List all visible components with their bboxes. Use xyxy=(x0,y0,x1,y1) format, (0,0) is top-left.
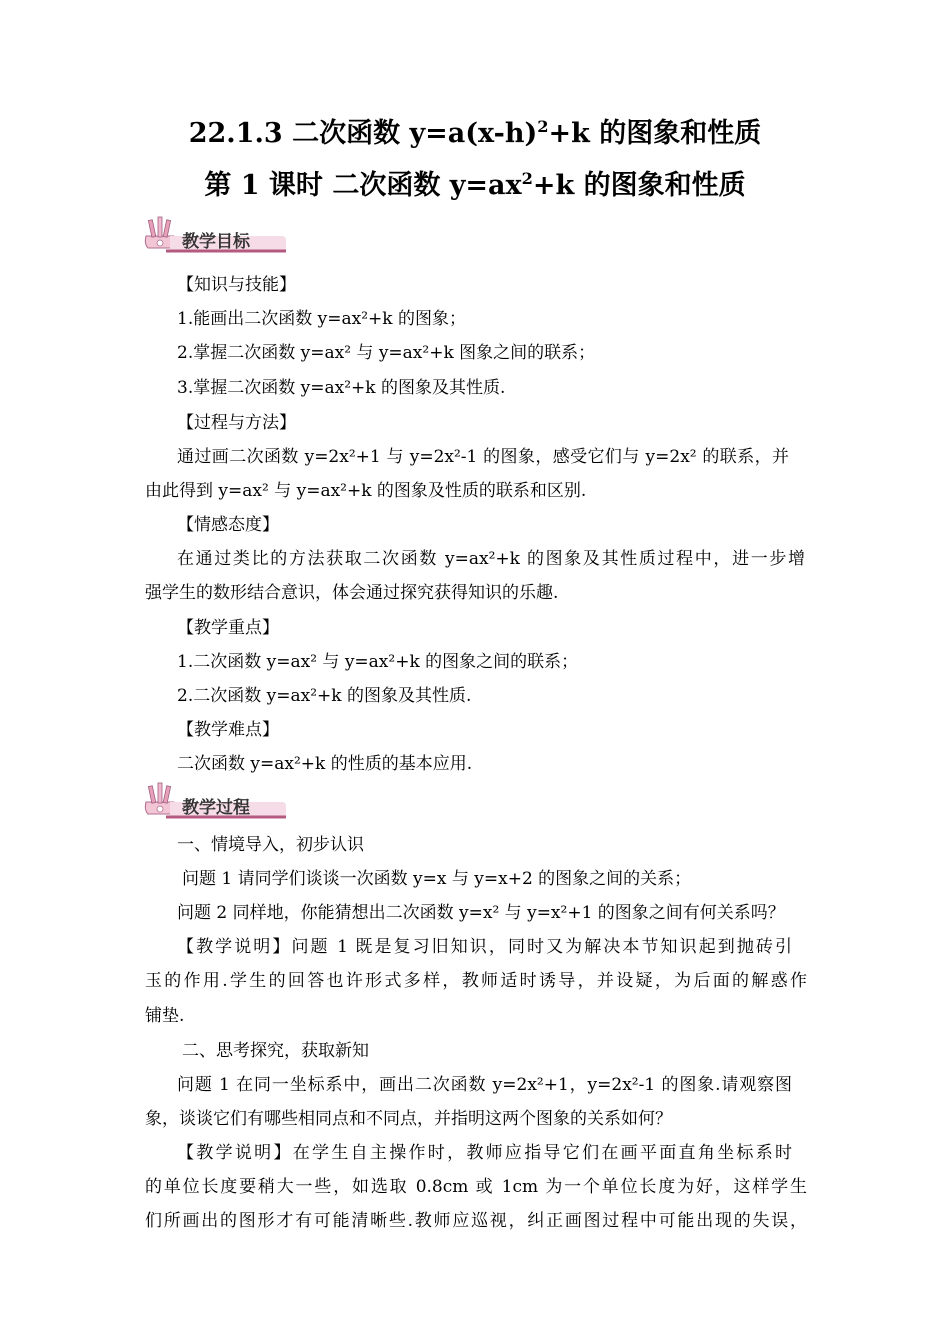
text-line: 【教学说明】问题 1 既是复习旧知识，同时又为解决本节知识起到抛砖引 xyxy=(177,937,792,957)
text-line: 强学生的数形结合意识，体会通过探究获得知识的乐趣. xyxy=(145,583,559,603)
text-line: 在通过类比的方法获取二次函数 y=ax²+k 的图象及其性质过程中，进一步增 xyxy=(177,549,805,569)
text-line: 3.掌握二次函数 y=ax²+k 的图象及其性质. xyxy=(177,378,506,398)
subsection-heading: 二、思考探究，获取新知 xyxy=(182,1041,369,1061)
text-line: 问题 2 同样地，你能猜想出二次函数 y=x² 与 y=x²+1 的图象之间有何关系吗？ xyxy=(177,903,785,923)
heading-knowledge-skills: 【知识与技能】 xyxy=(177,275,296,295)
text-line: 通过画二次函数 y=2x²+1 与 y=2x²-1 的图象，感受它们与 y=2x² 的联系，并 xyxy=(177,447,789,467)
text-line: 1.能画出二次函数 y=ax²+k 的图象； xyxy=(177,309,466,329)
svg-text:教学目标: 教学目标 xyxy=(182,232,250,252)
teaching-process-banner xyxy=(140,780,288,822)
heading-difficult-points: 【教学难点】 xyxy=(177,720,279,740)
text-line: 1.二次函数 y=ax² 与 y=ax²+k 的图象之间的联系； xyxy=(177,652,579,672)
text-line: 铺垫. xyxy=(145,1006,185,1026)
lesson-title: 第 1 课时 二次函数 $y=ax^2+k$ 的图象和性质 xyxy=(204,169,746,201)
text-line: 问题 1 在同一坐标系中，画出二次函数 y=2x²+1，y=2x²-1 的图象.请观察图 xyxy=(177,1075,792,1095)
text-line: 玉的作用.学生的回答也许形式多样，教师适时诱导，并设疑，为后面的解惑作 xyxy=(145,971,807,991)
heading-process-method: 【过程与方法】 xyxy=(177,413,296,433)
text-line: 问题 1 请同学们谈谈一次函数 y=x 与 y=x+2 的图象之间的关系； xyxy=(182,869,692,889)
svg-text:教学过程: 教学过程 xyxy=(182,798,250,818)
text-line: 由此得到 y=ax² 与 y=ax²+k 的图象及性质的联系和区别. xyxy=(145,481,587,501)
teaching-goals-banner xyxy=(140,214,288,256)
heading-key-points: 【教学重点】 xyxy=(177,618,279,638)
text-line: 【教学说明】在学生自主操作时，教师应指导它们在画平面直角坐标系时 xyxy=(177,1143,792,1163)
subsection-heading: 一、情境导入，初步认识 xyxy=(177,835,364,855)
text-line: 二次函数 y=ax²+k 的性质的基本应用. xyxy=(177,754,473,774)
text-line: 象，谈谈它们有哪些相同点和不同点，并指明这两个图象的关系如何？ xyxy=(145,1109,672,1129)
text-line: 的单位长度要稍大一些，如选取 0.8cm 或 1cm 为一个单位长度为好，这样学生 xyxy=(145,1177,807,1197)
section-title: 22.1.3 二次函数 $y=a(x-h)^2+k$ 的图象和性质 xyxy=(188,117,762,149)
heading-emotion-attitude: 【情感态度】 xyxy=(177,515,279,535)
text-line: 们所画出的图形才有可能清晰些.教师应巡视，纠正画图过程中可能出现的失误， xyxy=(145,1211,807,1231)
text-line: 2.掌握二次函数 y=ax² 与 y=ax²+k 图象之间的联系； xyxy=(177,343,596,363)
text-line: 2.二次函数 y=ax²+k 的图象及其性质. xyxy=(177,686,472,706)
